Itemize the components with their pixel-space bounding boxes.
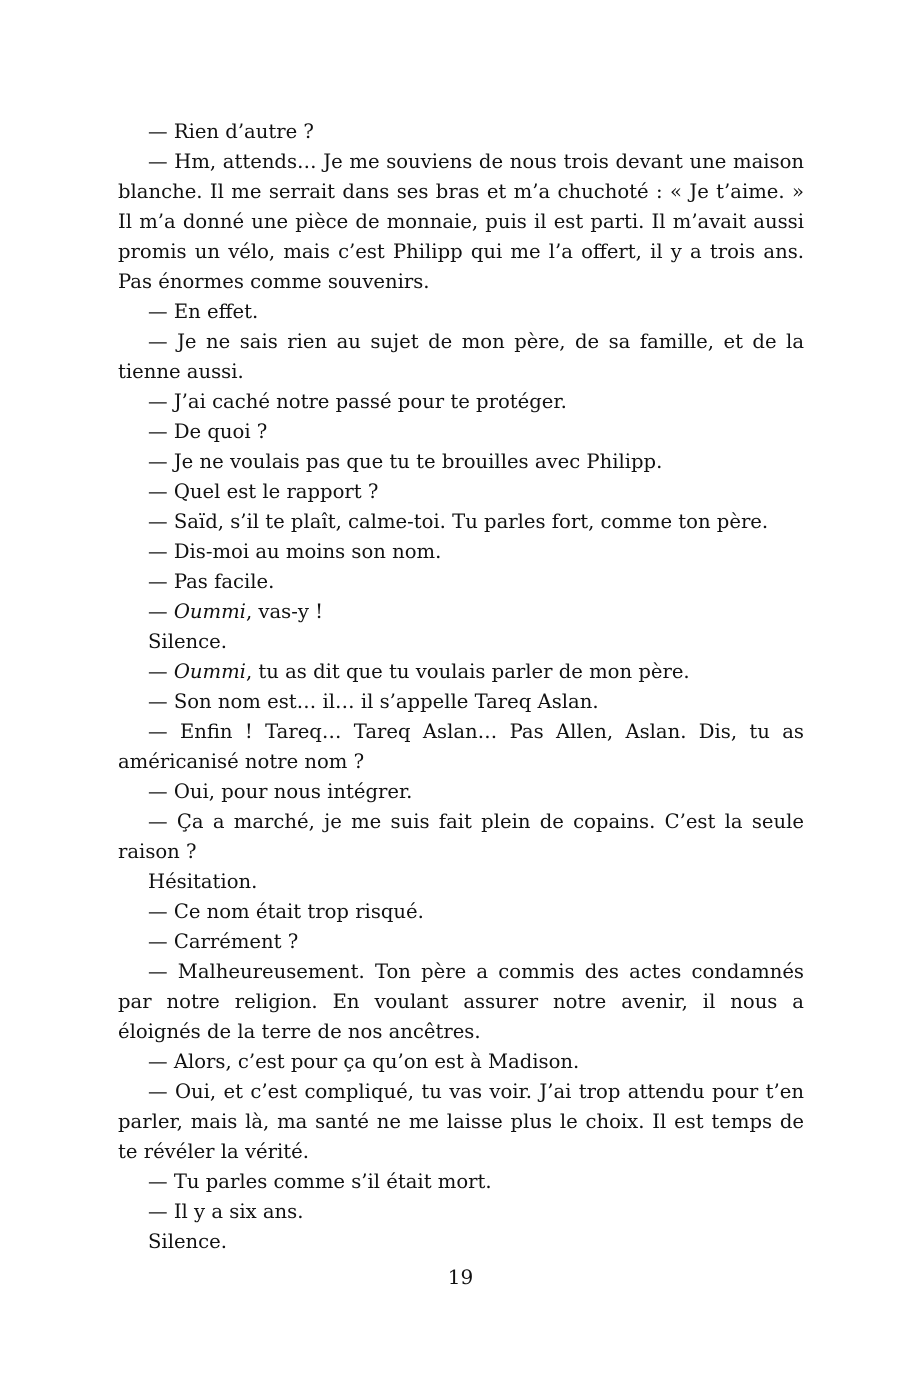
- paragraph: — Son nom est… il… il s’appelle Tareq Aslan.: [148, 690, 599, 713]
- paragraph: — Carrément ?: [148, 930, 299, 953]
- paragraph: Silence.: [148, 1230, 227, 1253]
- paragraph: — Oui, pour nous intégrer.: [148, 780, 413, 803]
- paragraph: — Saïd, s’il te plaît, calme-toi. Tu parles fort, comme ton père.: [148, 510, 769, 533]
- paragraph: — Hm, attends… Je me souviens de nous trois devant une maison blanche. Il me serrait dans ses bras et m’a chuchoté : « Je t’aime. » Il m’a donné une pièce de monnaie, puis il est parti. Il m’avait aussi promis un vélo, mais c’est Philipp qui me l’a offert, il y a trois ans. Pas énormes comme souvenirs.: [118, 150, 804, 293]
- paragraph: — Quel est le rapport ?: [148, 480, 379, 503]
- paragraph: — Enfin ! Tareq… Tareq Aslan… Pas Allen, Aslan. Dis, tu as américanisé notre nom ?: [118, 720, 804, 773]
- page-number: 19: [447, 1265, 474, 1289]
- paragraph: — Tu parles comme s’il était mort.: [148, 1170, 492, 1193]
- paragraph: Silence.: [148, 630, 227, 653]
- paragraph: — Rien d’autre ?: [148, 120, 314, 143]
- paragraph: — En effet.: [148, 300, 259, 323]
- paragraph: — Pas facile.: [148, 570, 275, 593]
- paragraph: — Alors, c’est pour ça qu’on est à Madison.: [148, 1050, 580, 1073]
- paragraph: — Je ne sais rien au sujet de mon père, de sa famille, et de la tienne aussi.: [118, 330, 804, 383]
- paragraph: Hésitation.: [148, 870, 258, 893]
- paragraph: — Il y a six ans.: [148, 1200, 304, 1223]
- page-body: [118, 117, 804, 1257]
- paragraph: — De quoi ?: [148, 420, 268, 443]
- paragraph: — Ce nom était trop risqué.: [148, 900, 424, 923]
- paragraph: — Oui, et c’est compliqué, tu vas voir. J’ai trop attendu pour t’en parler, mais là, ma santé ne me laisse plus le choix. Il est temps de te révéler la vérité.: [118, 1080, 804, 1163]
- paragraph: — J’ai caché notre passé pour te protéger.: [148, 390, 567, 413]
- paragraph: — Je ne voulais pas que tu te brouilles avec Philipp.: [148, 450, 663, 473]
- paragraph: — Oummi, vas-y !: [148, 600, 323, 623]
- paragraph: — Ça a marché, je me suis fait plein de copains. C’est la seule raison ?: [118, 810, 804, 863]
- paragraph: — Oummi, tu as dit que tu voulais parler de mon père.: [148, 660, 690, 683]
- paragraph: — Dis-moi au moins son nom.: [148, 540, 442, 563]
- italic-word: Oummi: [173, 600, 246, 623]
- paragraph: — Malheureusement. Ton père a commis des actes condamnés par notre religion. En voulant assurer notre avenir, il nous a éloignés de la terre de nos ancêtres.: [118, 960, 804, 1043]
- italic-word: Oummi: [173, 660, 246, 683]
